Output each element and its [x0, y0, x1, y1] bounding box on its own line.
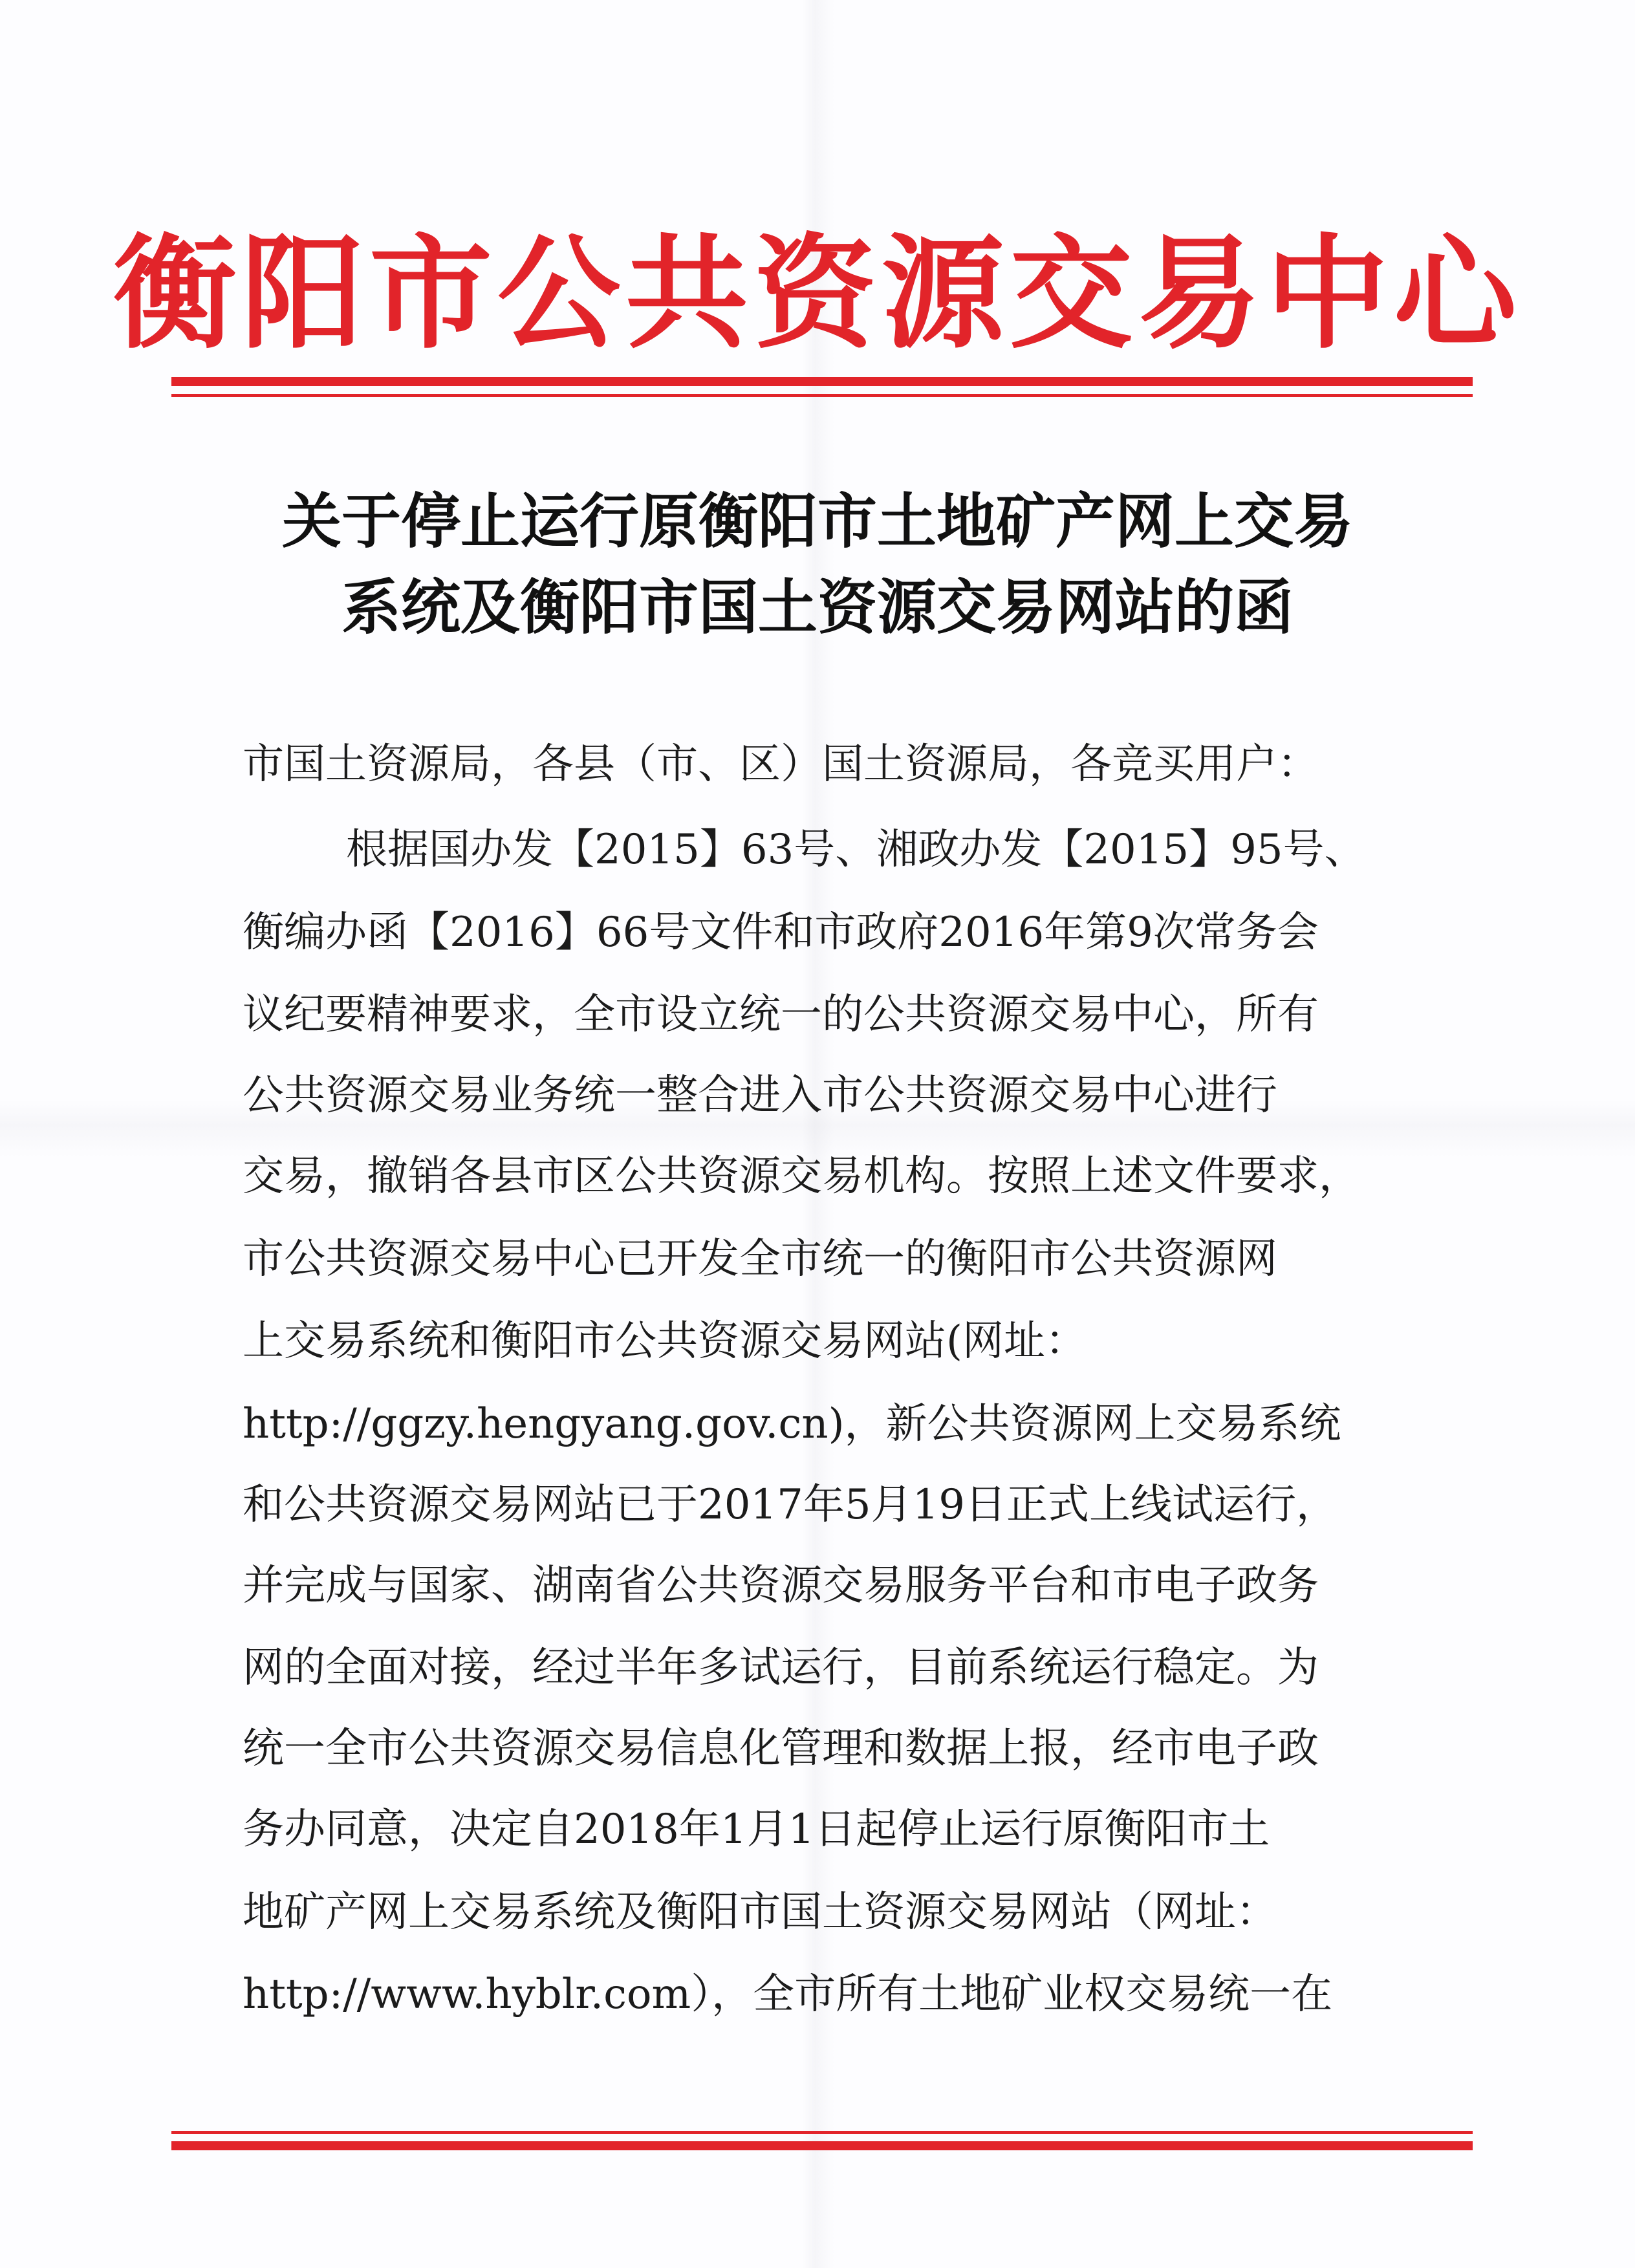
footer-divider-thick — [171, 2141, 1473, 2150]
body-line: http://www.hyblr.com），全市所有土地矿业权交易统一在 — [243, 1971, 1333, 2018]
body-line: 统一全市公共资源交易信息化管理和数据上报，经市电子政 — [243, 1725, 1319, 1773]
body-line: 交易，撤销各县市区公共资源交易机构。按照上述文件要求， — [243, 1152, 1360, 1200]
letterhead-divider-thick — [171, 377, 1473, 386]
footer-divider-thin — [171, 2131, 1473, 2134]
body-line: 衡编办函【2016】66号文件和市政府2016年第9次常务会 — [243, 909, 1319, 956]
addressee: 市国土资源局，各县（市、区）国土资源局，各竞买用户： — [243, 740, 1319, 788]
body-line: 网的全面对接，经过半年多试运行，目前系统运行稳定。为 — [243, 1644, 1319, 1692]
body-line: http://ggzy.hengyang.gov.cn)，新公共资源网上交易系统 — [243, 1400, 1341, 1448]
body-line: 上交易系统和衡阳市公共资源交易网站(网址： — [243, 1317, 1087, 1365]
letterhead-divider-thin — [171, 394, 1473, 397]
letterhead-title: 衡阳市公共资源交易中心 — [113, 222, 1522, 365]
body-line: 议纪要精神要求，全市设立统一的公共资源交易中心，所有 — [243, 991, 1319, 1039]
body-line: 公共资源交易业务统一整合进入市公共资源交易中心进行 — [243, 1072, 1277, 1119]
body-line: 地矿产网上交易系统及衡阳市国土资源交易网站（网址： — [243, 1888, 1277, 1936]
body-line: 务办同意，决定自2018年1月1日起停止运行原衡阳市土 — [243, 1806, 1270, 1853]
document-title-line-1: 关于停止运行原衡阳市土地矿产网上交易 — [281, 486, 1353, 556]
body-line: 市公共资源交易中心已开发全市统一的衡阳市公共资源网 — [243, 1235, 1277, 1283]
body-line: 并完成与国家、湖南省公共资源交易服务平台和市电子政务 — [243, 1562, 1319, 1610]
body-line: 根据国办发【2015】63号、湘政办发【2015】95号、 — [346, 826, 1366, 874]
document-title-line-2: 系统及衡阳市国土资源交易网站的函 — [341, 572, 1294, 642]
body-line: 和公共资源交易网站已于2017年5月19日正式上线试运行， — [243, 1481, 1338, 1529]
